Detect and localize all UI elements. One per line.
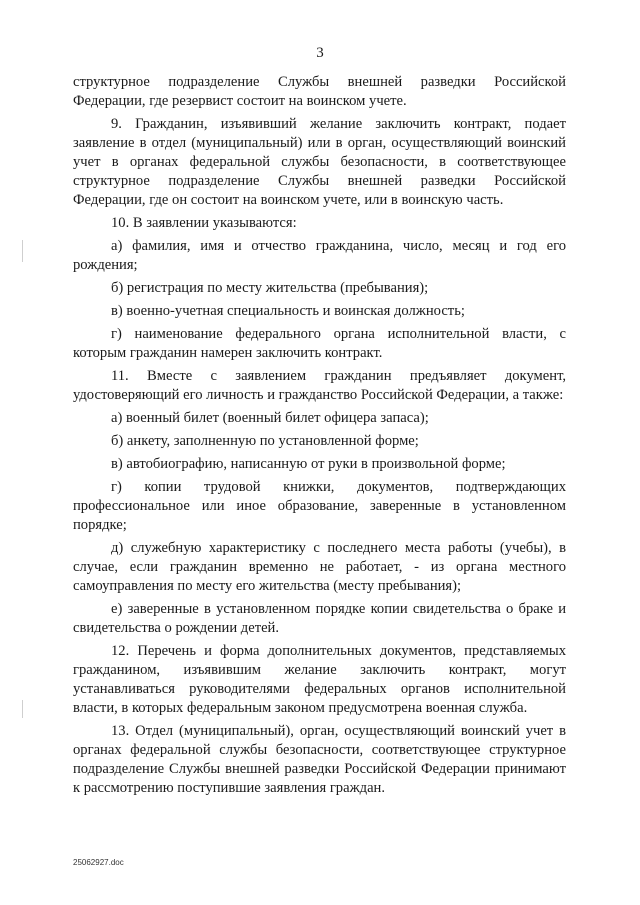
subitem-11-b: б) анкету, заполненную по установленной форме; (111, 433, 419, 449)
paragraph-item-13: 13. Отдел (муниципальный), орган, осуществляющий воинский учет в органах федеральной службы безопасности, соответствующее структурное подразделение Службы внешней разведки Российской Федерации принимают к рассмотрению поступившие заявления граждан. (73, 723, 566, 796)
subitem-10-b: б) регистрация по месту жительства (пребывания); (111, 280, 429, 296)
paragraph-item-9: 9. Гражданин, изъявивший желание заключить контракт, подает заявление в отдел (муниципальный) или в орган, осуществляющий воинский учет в органах федеральной службы безопасности, в соответствующее структурное подразделение Службы внешней разведки Российской Федерации, где он состоит на воинском учете, или в воинскую часть. (73, 116, 566, 208)
paragraph-continuation: структурное подразделение Службы внешней разведки Российской Федерации, где резервист состоит на воинском учете. (73, 74, 566, 109)
subitem-11-g: г) копии трудовой книжки, документов, подтверждающих профессиональное или иное образование, заверенные в установленном порядке; (73, 479, 566, 533)
subitem-11-d: д) служебную характеристику с последнего места работы (учебы), в случае, если гражданин временно не работает, - из органа местного самоуправления по месту его жительства (месту пребывания); (73, 540, 566, 594)
document-file-code: 25062927.doc (73, 858, 124, 867)
subitem-11-v: в) автобиографию, написанную от руки в произвольной форме; (111, 456, 506, 472)
paragraph-item-11: 11. Вместе с заявлением гражданин предъявляет документ, удостоверяющий его личность и гражданство Российской Федерации, а также: (73, 368, 566, 403)
subitem-10-v: в) военно-учетная специальность и воинская должность; (111, 303, 465, 319)
paragraph-item-12: 12. Перечень и форма дополнительных документов, представляемых гражданином, изъявившим желание заключить контракт, могут устанавливаться руководителями федеральных органов исполнительной власти, в которых федеральным законом предусмотрена военная служба. (73, 643, 566, 716)
paragraph-item-10: 10. В заявлении указываются: (111, 215, 297, 231)
subitem-11-a: а) военный билет (военный билет офицера запаса); (111, 410, 429, 426)
subitem-11-e: е) заверенные в установленном порядке копии свидетельства о браке и свидетельства о рождении детей. (73, 601, 566, 636)
scan-artifact-line (22, 240, 23, 262)
page-number: 3 (316, 45, 324, 61)
scan-artifact-line (22, 700, 23, 718)
subitem-10-a: а) фамилия, имя и отчество гражданина, число, месяц и год его рождения; (73, 238, 566, 273)
document-body (73, 73, 566, 798)
subitem-10-g: г) наименование федерального органа исполнительной власти, с которым гражданин намерен заключить контракт. (73, 326, 566, 361)
